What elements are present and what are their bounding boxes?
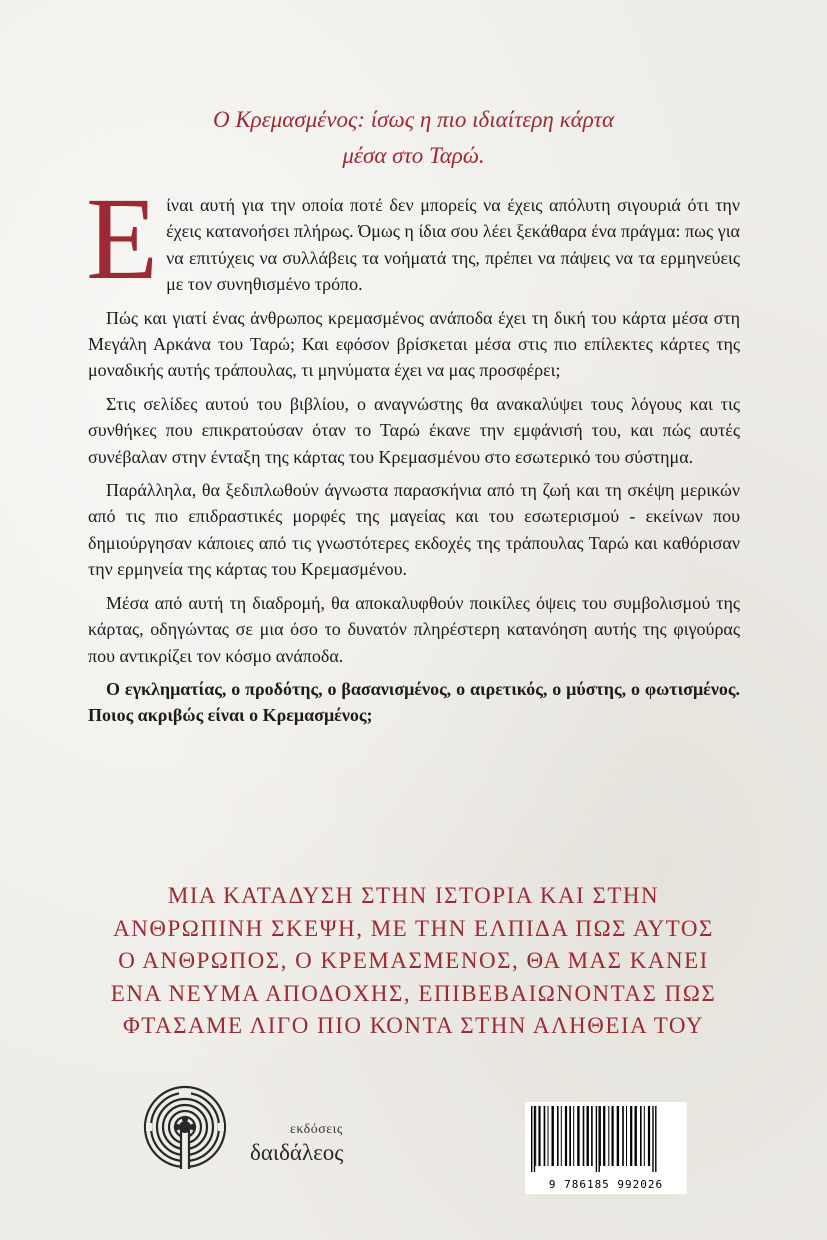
- isbn-barcode: [525, 1102, 687, 1194]
- subtitle-line-2: μέσα στο Ταρώ.: [342, 143, 485, 168]
- barcode-bars: [529, 1106, 683, 1172]
- blurb-text: [86, 173, 740, 736]
- tagline: [60, 880, 767, 1043]
- tagline-line-2: ΑΝΘΡΩΠΙΝΗ ΣΚΕΨΗ, ΜΕ ΤΗΝ ΕΛΠΙΔΑ ΠΩΣ ΑΥΤΟΣ: [113, 915, 714, 941]
- tagline-line-4: ΕΝΑ ΝΕΥΜΑ ΑΠΟΔΟΧΗΣ, ΕΠΙΒΕΒΑΙΩΝΟΝΤΑΣ ΠΩΣ: [110, 980, 717, 1006]
- publisher-name: [250, 1122, 343, 1166]
- subtitle-line-1: Ο Κρεμασμένος: ίσως η πιο ιδιαίτερη κάρτα: [212, 107, 615, 132]
- paragraph-4: Παράλληλα, θα ξεδιπλωθούν άγνωστα παρασκήνια από τη ζωή και τη σκέψη μερικών από τις πιο επιδραστικές μορφές της μαγείας και του εσωτερισμού - εκείνων που δημιούργησαν κάποιες από τις γνωστότερες εκδοχές της τράπουλας Ταρώ και καθόρισαν την ερμηνεία της κάρτας του Κρεμασμένου.: [88, 480, 740, 580]
- publisher-title: δαιδάλεος: [250, 1140, 344, 1165]
- paragraph-2: Πώς και γιατί ένας άνθρωπος κρεμασμένος ανάποδα έχει τη δική του κάρτα μέσα στη Μεγάλη Αρκάνα του Ταρώ; Και εφόσον βρίσκεται μέσα στις πιο επίλεκτες κάρτες της μοναδικής αυτής τράπουλας, τι μηνύματα έχει να μας προσφέρει;: [88, 307, 740, 381]
- publisher-label: εκδόσεις: [290, 1122, 343, 1137]
- paragraph-3: Στις σελίδες αυτού του βιβλίου, ο αναγνώστης θα ανακαλύψει τους λόγους και τις συνθήκες που επικρατούσαν όταν το Ταρώ έκανε την εμφάνισή του, και πώς αυτές συνέβαλαν στην ένταξη της κάρτας του Κρεμασμένου στο εσωτερικό του σύστημα.: [88, 393, 740, 467]
- paragraph-1-text: ίναι αυτή για την οποία ποτέ δεν μπορείς να έχεις απόλυτη σιγουριά ότι την έχεις κατανοήσει πλήρως. Όμως η ίδια σου λέει ξεκάθαρα ένα πράγμα: πως για να επιτύχεις να συλλάβεις τα νοήματά της, πρέπει να πάψεις να τα ερμηνεύεις με τον συνηθισμένο τρόπο.: [166, 195, 740, 295]
- tagline-line-1: ΜΙΑ ΚΑΤΑΔΥΣΗ ΣΤΗΝ ΙΣΤΟΡΙΑ ΚΑΙ ΣΤΗΝ: [167, 883, 660, 908]
- tagline-line-3: Ο ΑΝΘΡΩΠΟΣ, Ο ΚΡΕΜΑΣΜΕΝΟΣ, ΘΑ ΜΑΣ ΚΑΝΕΙ: [118, 948, 709, 973]
- barcode-digits: 9 786185 992026: [548, 1178, 664, 1191]
- paragraph-6-bold: Ο εγκληματίας, ο προδότης, ο βασανισμένος, ο αιρετικός, ο μύστης, ο φωτισμένος. Ποιος ακριβώς είναι ο Κρεμασμένος;: [88, 678, 740, 726]
- subtitle: [0, 102, 827, 174]
- tagline-line-5: ΦΤΑΣΑΜΕ ΛΙΓΟ ΠΙΟ ΚΟΝΤΑ ΣΤΗΝ ΑΛΗΘΕΙΑ ΤΟΥ: [122, 1013, 704, 1038]
- paragraph-1: [86, 173, 740, 304]
- paragraph-5: Μέσα από αυτή τη διαδρομή, θα αποκαλυφθούν ποικίλες όψεις του συμβολισμού της κάρτας, οδηγώντας σε μια όσο το δυνατόν πληρέστερη κατανόηση αυτής της φιγούρας που αντικρίζει τον κόσμο ανάποδα.: [88, 592, 740, 666]
- labyrinth-icon: [143, 1085, 227, 1169]
- drop-cap: Ε: [86, 173, 159, 304]
